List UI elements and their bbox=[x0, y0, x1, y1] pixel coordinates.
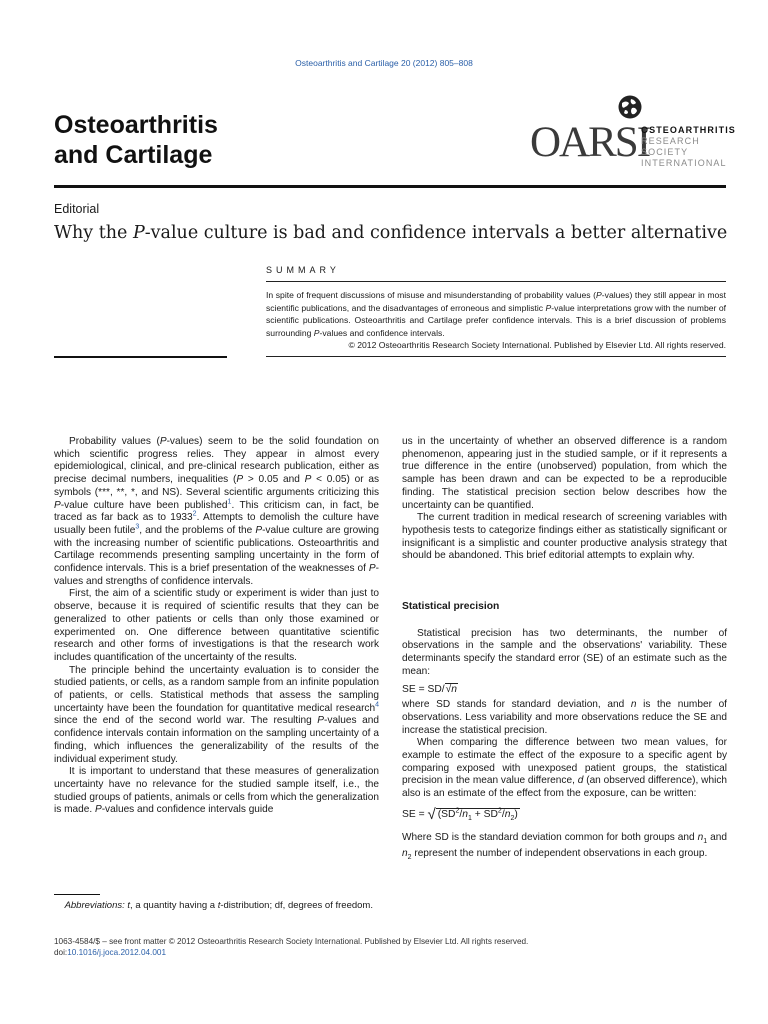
logo-line2: RESEARCH SOCIETY bbox=[641, 136, 700, 157]
sqrt-symbol: √ bbox=[427, 805, 436, 823]
article-section: Editorial bbox=[54, 202, 100, 216]
paragraph bbox=[54, 436, 379, 588]
title-part: Why the bbox=[54, 223, 133, 243]
summary-heading: SUMMARY bbox=[266, 265, 340, 275]
left-divider bbox=[54, 356, 227, 358]
formula-se-diff bbox=[402, 805, 727, 826]
paragraph: us in the uncertainty of whether an observed difference is a random phenomenon, appearing just in the studied sample, or if it represents a true difference in the entire (unobserved) population, from which the sample has been drawn and can be expected to be a reproducible finding. The statistical precision section below describes how the uncertainty can be quantified. bbox=[402, 436, 727, 511]
footnote-t: t bbox=[127, 900, 131, 911]
title-p: P bbox=[132, 223, 145, 243]
paragraph: Statistical precision has two determinants, the number of observations in the sample and the observations' variability. These determinants specify the standard error (SE) of an estimate such as the mean: bbox=[402, 627, 727, 677]
logo-letters: OARSI bbox=[530, 119, 650, 166]
text-p: P bbox=[317, 715, 325, 727]
journal-title-line1: Osteoarthritis bbox=[54, 111, 218, 139]
subscript: 2 bbox=[407, 854, 412, 862]
text-p: P bbox=[236, 474, 244, 486]
header-divider bbox=[54, 185, 726, 188]
title-part: -value culture is bad and confidence intervals a better alternative bbox=[144, 223, 728, 243]
paragraph: The current tradition in medical research of screening variables with hypothesis tests to categorize findings either as statistically significant or insignificant is a simplistic and counter productive analysis strategy that should be abandoned. This brief editorial attempts to explain why. bbox=[402, 512, 727, 562]
footnote-divider bbox=[54, 894, 100, 895]
spacer bbox=[402, 563, 727, 601]
right-column bbox=[402, 436, 727, 865]
summary-divider-top bbox=[266, 281, 726, 282]
paragraph bbox=[402, 737, 727, 801]
paragraph bbox=[402, 832, 727, 865]
summary-part: -value interpretations grow with the number of scientific publications. Osteoarthritis and Cartilage prefer confidence intervals. This is a brief discussion of problems surrounding bbox=[266, 302, 726, 338]
text: > 0.05 and bbox=[243, 474, 305, 486]
text: -values and strengths of confidence intervals. bbox=[54, 563, 379, 587]
text-d: d bbox=[577, 775, 584, 787]
text: < 0.05) or as symbols (***, **, *, and NS). Several scientific arguments criticizing this bbox=[54, 474, 379, 498]
footnote bbox=[54, 900, 379, 913]
summary-p: P bbox=[545, 302, 552, 313]
text: represent the number of independent observations in each group. bbox=[411, 848, 708, 860]
logo-line1: OSTEOARTHRITIS bbox=[641, 125, 736, 135]
summary-part: -values) they still appear in most scientific publications, and the disadvantages of erroneous and simplistic bbox=[266, 290, 726, 313]
globe-icon bbox=[617, 94, 643, 120]
formula-text: SE = SD/ bbox=[402, 683, 445, 695]
section-heading: Statistical precision bbox=[402, 601, 500, 613]
summary-copyright: © 2012 Osteoarthritis Research Society International. Published by Elsevier Ltd. All rights reserved. bbox=[348, 340, 726, 351]
text: The principle behind the uncertainty evaluation is to consider the studied patients, or cells, as a random sample from an infinite population of patients, or cells. Statistical methods that assess the sampling uncertainty have been the foundation for quantitative medical research bbox=[54, 664, 379, 714]
front-matter-line: 1063-4584/$ – see front matter © 2012 Osteoarthritis Research Society International. Published by Elsevier Ltd. All rights reserved. bbox=[54, 937, 529, 946]
text: -values and confidence intervals guide bbox=[101, 804, 274, 816]
text-p: P bbox=[54, 499, 61, 511]
sqrt-n: √n bbox=[445, 683, 458, 695]
doi-link[interactable]: 10.1016/j.joca.2012.04.001 bbox=[67, 948, 166, 957]
text-n: n bbox=[630, 699, 637, 711]
text-p: P bbox=[368, 563, 376, 575]
doi-line bbox=[54, 948, 166, 957]
text: since the end of the second world war. The resulting bbox=[54, 715, 318, 727]
logo-line3: INTERNATIONAL bbox=[641, 158, 727, 168]
journal-title bbox=[54, 110, 218, 170]
formula-se bbox=[402, 683, 727, 697]
text: -values and confidence intervals contain information on the sampling uncertainty of a finding, which influences the generalizability of the results of the individual experiment study. bbox=[54, 715, 379, 765]
text: It is important to understand that these measures of generalization uncertainty have no relevance for the studied sample itself, i.e., the studied groups of patients, animals or cells from which the generalization is made. bbox=[54, 766, 379, 816]
text: (an observed difference), which also is an estimate of the effect from the exposure, can be written: bbox=[402, 775, 727, 800]
text: When comparing the difference between two mean values, for example to estimate the effect of the exposure to a specific agent by comparing exposed with unexposed patient groups, the statistical precision in the mean value difference, bbox=[402, 737, 727, 787]
text-p: P bbox=[304, 474, 312, 486]
summary-divider-bottom bbox=[266, 356, 726, 357]
reference-link[interactable]: 4 bbox=[375, 701, 379, 709]
doi-label: doi: bbox=[54, 948, 68, 957]
paragraph bbox=[54, 766, 379, 817]
article-title bbox=[54, 222, 734, 244]
sqrt-body: $(SD^2/n_1 + SD^2/n_2)$ bbox=[437, 807, 518, 822]
journal-title-line2: and Cartilage bbox=[54, 141, 213, 169]
summary-part: -values and confidence intervals. bbox=[319, 327, 445, 338]
text: . Attempts to demolish the culture have usually been futile bbox=[54, 512, 379, 536]
spacer bbox=[402, 614, 727, 628]
text-p: P bbox=[159, 436, 167, 447]
text: -value culture have been published bbox=[60, 499, 228, 511]
text: Probability values ( bbox=[69, 436, 160, 447]
text: . This criticism can, in fact, be traced as far back as to 1933 bbox=[54, 499, 380, 524]
text: where SD stands for standard deviation, and bbox=[402, 699, 631, 711]
footnote-text: -distribution; df, degrees of freedom. bbox=[220, 900, 373, 911]
text: Where SD is the standard deviation common for both groups and bbox=[402, 831, 698, 843]
logo-text bbox=[641, 125, 736, 169]
text: is the number of observations. Less variability and more observations reduce the SE and increase the statistical precision. bbox=[402, 699, 727, 736]
summary-text bbox=[266, 289, 726, 352]
text: and bbox=[707, 831, 727, 843]
paragraph bbox=[54, 665, 379, 767]
footnote-t: t bbox=[217, 900, 221, 911]
text-n: n bbox=[697, 831, 704, 843]
reference-link[interactable]: 2 bbox=[192, 510, 197, 518]
paragraph bbox=[402, 699, 727, 737]
text-n: n bbox=[402, 848, 408, 860]
journal-citation[interactable]: Osteoarthritis and Cartilage 20 (2012) 805–808 bbox=[295, 58, 473, 68]
reference-link[interactable]: 1 bbox=[227, 498, 232, 506]
reference-link[interactable]: 3 bbox=[135, 523, 140, 531]
formula-text: SE = bbox=[402, 808, 428, 820]
text-p: P bbox=[255, 524, 263, 536]
paragraph: First, the aim of a scientific study or experiment is wider than just to observe, because it is required of scientific results that they can be generalized to other patients or cells than only those examined or experimented on. One difference between quantitative scientific research and other forms of investigations is that the research work includes quantification of the uncertainty of the results. bbox=[54, 588, 379, 663]
oarsi-logo bbox=[530, 94, 736, 172]
summary-p: P bbox=[313, 327, 320, 338]
footnote-text: , a quantity having a bbox=[130, 900, 218, 911]
text: -value culture are growing with the increasing number of scientific publications. Osteoarthritis and Cartilage recommends presenting sampling uncertainty in the form of confidence intervals. This is a brief presentation of the weaknesses of bbox=[54, 524, 380, 575]
text: -values) seem to be the solid foundation on which scientific progress relies. They appear in almost every epidemiological, clinical, and pre-clinical research publication, either as precise decimal numbers, inequalities ( bbox=[54, 436, 379, 486]
subscript: 1 bbox=[703, 837, 708, 845]
footnote-label: Abbreviations: bbox=[64, 900, 125, 911]
text: , and the problems of the bbox=[139, 524, 256, 536]
summary-p: P bbox=[596, 290, 602, 300]
text-p: P bbox=[94, 804, 102, 816]
summary-part: In spite of frequent discussions of misuse and misunderstanding of probability values ( bbox=[266, 290, 597, 300]
left-column bbox=[54, 436, 379, 817]
formula-n: n bbox=[451, 683, 458, 695]
